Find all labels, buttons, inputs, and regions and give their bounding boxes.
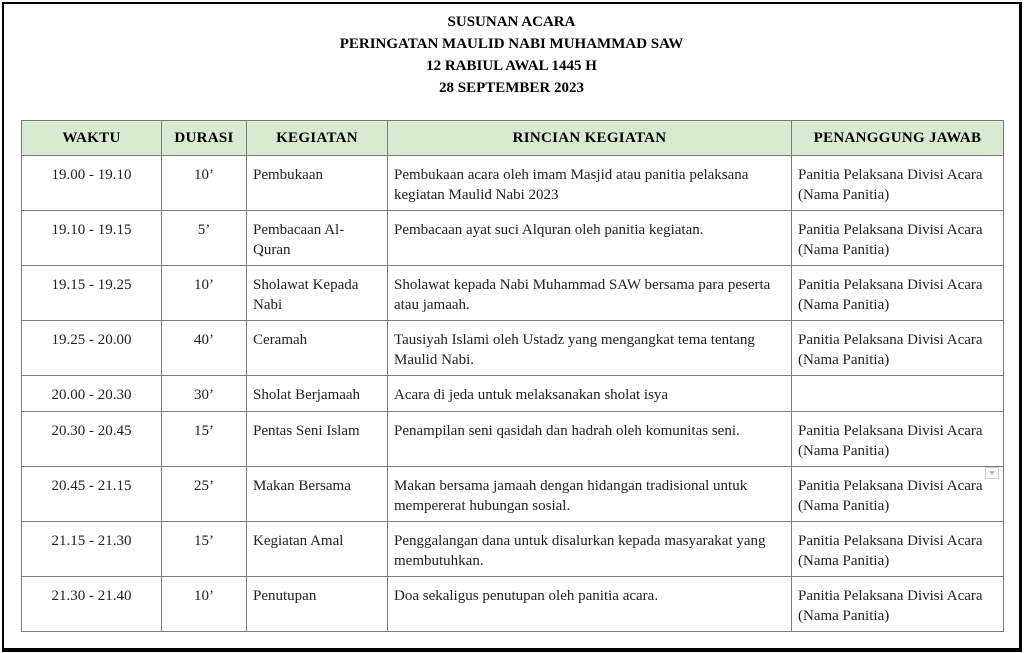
cell-kegiatan: Pembacaan Al-Quran (247, 211, 388, 266)
cell-durasi: 15’ (162, 412, 247, 467)
document-header (4, 11, 1019, 99)
cell-durasi: 5’ (162, 211, 247, 266)
table-row (22, 577, 1004, 632)
cell-kegiatan: Penutupan (247, 577, 388, 632)
cell-kegiatan: Pentas Seni Islam (247, 412, 388, 467)
cell-rincian: Sholawat kepada Nabi Muhammad SAW bersama para peserta atau jamaah. (388, 266, 792, 321)
cell-waktu: 21.30 - 21.40 (22, 577, 162, 632)
cell-durasi: 10’ (162, 266, 247, 321)
cell-waktu: 19.00 - 19.10 (22, 156, 162, 211)
cell-durasi: 40’ (162, 321, 247, 376)
cell-durasi: 25’ (162, 467, 247, 522)
cell-durasi: 30’ (162, 376, 247, 412)
cell-waktu: 19.25 - 20.00 (22, 321, 162, 376)
cell-waktu: 19.15 - 19.25 (22, 266, 162, 321)
cell-penanggung-jawab (792, 376, 1004, 412)
cell-rincian: Penampilan seni qasidah dan hadrah oleh komunitas seni. (388, 412, 792, 467)
title-line-1: SUSUNAN ACARA (447, 14, 576, 30)
cell-penanggung-jawab: Panitia Pelaksana Divisi Acara (Nama Panitia) (792, 266, 1004, 321)
chevron-down-icon[interactable] (985, 467, 999, 479)
table-row (22, 321, 1004, 376)
title-line-3: 12 RABIUL AWAL 1445 H (426, 58, 597, 74)
cell-waktu: 19.10 - 19.15 (22, 211, 162, 266)
document-frame (2, 2, 1022, 652)
cell-waktu: 20.30 - 20.45 (22, 412, 162, 467)
column-header-kegiatan: KEGIATAN (247, 121, 388, 156)
cell-rincian: Makan bersama jamaah dengan hidangan tradisional untuk mempererat hubungan sosial. (388, 467, 792, 522)
cell-waktu: 20.00 - 20.30 (22, 376, 162, 412)
column-header-durasi: DURASI (162, 121, 247, 156)
cell-penanggung-jawab: Panitia Pelaksana Divisi Acara (Nama Panitia) (792, 412, 1004, 467)
cell-waktu: 21.15 - 21.30 (22, 522, 162, 577)
cell-rincian: Acara di jeda untuk melaksanakan sholat isya (388, 376, 792, 412)
cell-rincian: Tausiyah Islami oleh Ustadz yang mengangkat tema tentang Maulid Nabi. (388, 321, 792, 376)
cell-kegiatan: Kegiatan Amal (247, 522, 388, 577)
cell-rincian: Doa sekaligus penutupan oleh panitia acara. (388, 577, 792, 632)
table-row (22, 412, 1004, 467)
cell-kegiatan: Makan Bersama (247, 467, 388, 522)
table-header-row (22, 121, 1004, 156)
cell-durasi: 15’ (162, 522, 247, 577)
table-row (22, 467, 1004, 522)
cell-rincian: Penggalangan dana untuk disalurkan kepada masyarakat yang membutuhkan. (388, 522, 792, 577)
cell-penanggung-jawab: Panitia Pelaksana Divisi Acara (Nama Panitia) (792, 211, 1004, 266)
cell-durasi: 10’ (162, 156, 247, 211)
title-line-2: PERINGATAN MAULID NABI MUHAMMAD SAW (339, 36, 684, 52)
agenda-table (21, 120, 1004, 632)
cell-kegiatan: Ceramah (247, 321, 388, 376)
table-row (22, 156, 1004, 211)
cell-penanggung-jawab: Panitia Pelaksana Divisi Acara (Nama Panitia) (792, 321, 1004, 376)
cell-kegiatan: Pembukaan (247, 156, 388, 211)
cell-penanggung-jawab: Panitia Pelaksana Divisi Acara (Nama Panitia) (792, 156, 1004, 211)
cell-waktu: 20.45 - 21.15 (22, 467, 162, 522)
column-header-rincian: RINCIAN KEGIATAN (388, 121, 792, 156)
cell-penanggung-jawab: Panitia Pelaksana Divisi Acara (Nama Panitia) (792, 467, 1004, 522)
column-header-penanggung-jawab: PENANGGUNG JAWAB (792, 121, 1004, 156)
cell-penanggung-jawab: Panitia Pelaksana Divisi Acara (Nama Panitia) (792, 577, 1004, 632)
column-header-waktu: WAKTU (22, 121, 162, 156)
table-row (22, 266, 1004, 321)
table-row (22, 376, 1004, 412)
cell-penanggung-jawab: Panitia Pelaksana Divisi Acara (Nama Panitia) (792, 522, 1004, 577)
cell-durasi: 10’ (162, 577, 247, 632)
title-line-4: 28 SEPTEMBER 2023 (438, 80, 585, 96)
cell-rincian: Pembacaan ayat suci Alquran oleh panitia kegiatan. (388, 211, 792, 266)
cell-rincian: Pembukaan acara oleh imam Masjid atau panitia pelaksana kegiatan Maulid Nabi 2023 (388, 156, 792, 211)
cell-kegiatan: Sholawat Kepada Nabi (247, 266, 388, 321)
table-row (22, 522, 1004, 577)
cell-kegiatan: Sholat Berjamaah (247, 376, 388, 412)
table-row (22, 211, 1004, 266)
